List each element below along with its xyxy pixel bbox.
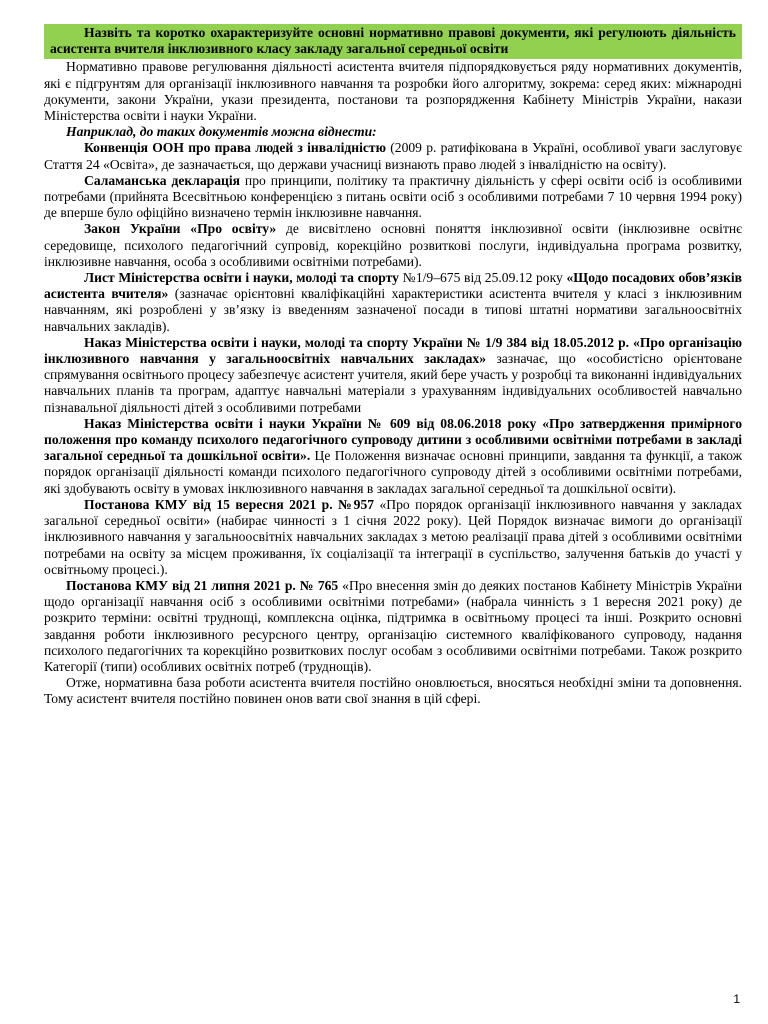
item-title: Конвенція ООН про права людей з інвалідністю [84, 140, 386, 156]
question-heading [44, 24, 742, 59]
item-title: Лист Міністерства освіти і науки, молоді та спорту [84, 270, 399, 286]
examples-lead [44, 124, 742, 140]
item-text: де висвітлено основні поняття інклюзивної освіти (інклюзивне освітнє середовище, психолого педагогічний супровід, корекційно розвиткові послуги, індивідуальна програма розвитку, інклюзивне навчання, особа з особливими освітніми потребами). [44, 221, 742, 269]
page-number: 1 [733, 992, 740, 1006]
item-salamanca [44, 173, 742, 222]
item-order-2012 [44, 335, 742, 416]
item-order-609 [44, 416, 742, 497]
item-education-law [44, 221, 742, 270]
item-un-convention [44, 140, 742, 172]
item-text: «Про внесення змін до деяких постанов Кабінету Міністрів України щодо організації навчання осіб з особливими освітніми потребами» (набрала чинність з 1 вересня 2021 року) де розкрито терміни: освітні труднощі, комплексна оцінка, підтримка в освітньому процесі та інші. Розкрито основні завдання роботи інклюзивного ресурсного центру, організацію системного кваліфікованого супроводу, надання психолого педагогічних та корекційно розвиткових послуг особам з особливими освітніми потребами. Також розкрито Категорії (типи) особливих освітніх потреб (труднощів). [44, 577, 742, 674]
item-text: (зазначає орієнтовні кваліфікаційні характеристики асистента вчителя у класі з інклюзивним навчанням, які розроблені у зв’язку із введенням зазначеної посади в типові штатні нормативи загальноосвітніх навчальних закладів). [44, 286, 743, 334]
item-ministry-letter [44, 270, 742, 335]
document-page [44, 24, 742, 708]
item-title: Саламанська декларація [84, 172, 241, 188]
item-resolution-765 [44, 578, 742, 675]
item-title: Наказ Міністерства освіти і науки України № 609 від 08.06.2018 року «Про затвердження примірного положення про команду психолого педагогічного супроводу дитини з особливими освітніми потребами в закладі загальної середньої та дошкільної освіти». [44, 415, 742, 464]
item-text: про принципи, політику та практичну діяльність у сфері освіти осіб із особливими потребами (прийнята Всесвітньою конференцією з питань освіти осіб з особливими потребами 7 10 червня 1994 року) де вперше було офіційно визначено термін інклюзивне навчання. [44, 172, 742, 221]
item-text: Це Положення визначає основні принципи, завдання та функції, а також порядок організації діяльності команди психолого педагогічного супроводу дітей з особливими освітніми потребами, які здобувають освіту в умовах інклюзивного навчання в закладах загальної середньої та дошкільної освіти). [44, 448, 743, 496]
item-resolution-957 [44, 497, 742, 578]
heading-text: Назвіть та коротко охарактеризуйте основні нормативно правові документи, які регулюють діяльність асистента вчителя інклюзивного класу закладу загальної середньої освіти [50, 25, 736, 57]
item-title: Постанова КМУ від 21 липня 2021 р. № 765 [66, 577, 339, 593]
item-title: Постанова КМУ від 15 вересня 2021 р. №957 [84, 496, 375, 512]
item-text: зазначає, що «особистісно орієнтоване спрямування освітнього процесу забезпечує асистент учителя, який бере участь у розробці та виконанні індивідуальних навчальних планів та програм, адаптує навчальні матеріали з урахуванням індивідуальних особливостей навчально пізнавальної діяльності дітей з особливими потребами [44, 351, 742, 415]
examples-lead-text: Наприклад, до таких документів можна віднести: [66, 124, 377, 140]
item-title: Закон України «Про освіту» [84, 221, 277, 237]
intro-paragraph: Нормативно правове регулювання діяльності асистента вчителя підпорядковується ряду нормативних документів, які є підгрунтям для організації інклюзивного навчання та розробки його алгоритму, зокрема: серед яких: міжнародні документи, закони України, укази президента, постанови та розпорядження Кабінету Міністрів України, накази Міністерства освіти і науки України. [44, 59, 742, 124]
item-text: «Про порядок організації інклюзивного навчання у закладах загальної середньої освіти» (набирає чинності з 1 січня 2022 року). Цей Порядок визначає вимоги до організації інклюзивного навчання у загальноосвітніх навчальних закладах з метою реалізації права дітей з особливими освітніми потребами на освіту за місцем проживання, їх соціалізації та інтеграції в суспільство, залучення батьків до участі у освітньому процесі.). [44, 496, 742, 577]
item-title: Наказ Міністерства освіти і науки, молоді та спорту України № 1/9 384 від 18.05.2012 р. «Про організацію інклюзивного навчання у загальноосвітніх навчальних закладах» [44, 334, 742, 367]
item-text: (2009 р. ратифікована в Україні, особливої уваги заслуговує Стаття 24 «Освіта», де зазначається, що держави учасниці визнають право людей з інвалідністю на освіту). [44, 140, 743, 172]
item-mid-text: №1/9–675 від 25.09.12 року [398, 270, 567, 286]
item-title-2: «Щодо посадових обов’язків асистента вчителя» [44, 270, 743, 302]
conclusion-paragraph: Отже, нормативна база роботи асистента вчителя постійно оновлюється, вносяться необхідні зміни та доповнення. Тому асистент вчителя постійно повинен онов вати свої знання в цій сфері. [44, 675, 742, 707]
